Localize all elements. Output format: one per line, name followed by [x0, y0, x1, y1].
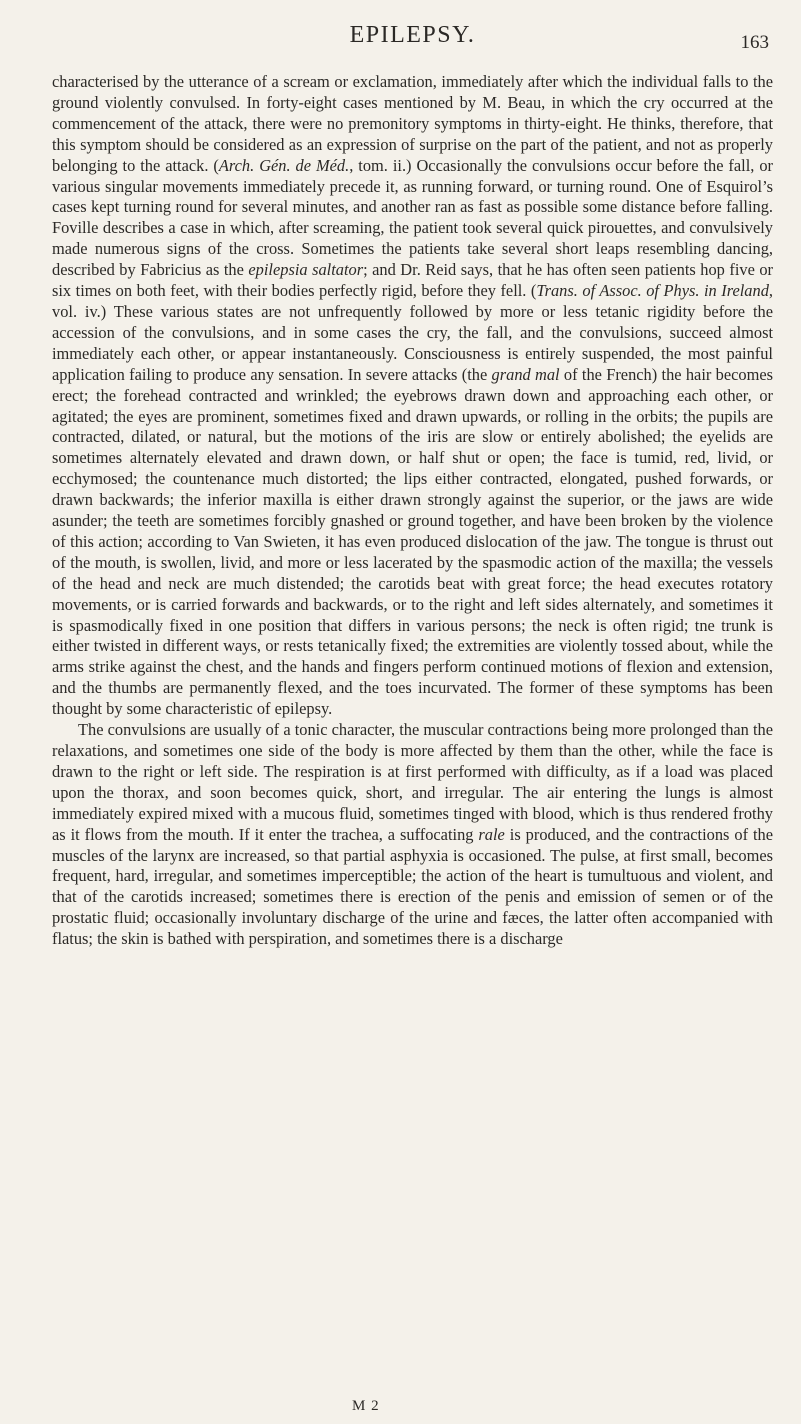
italic-text: rale — [478, 824, 505, 844]
text-run: is produced, and the contractions of the muscles of the larynx are increased, so that partial asphyxia is occasioned. The pulse, at first small, becomes frequent, hard, irregular, and sometimes imperceptible; the action of the heart is tumultuous and violent, and that of the carotids increased; sometimes there is erection of the penis and emission of semen or of the prostatic fluid; occasionally involuntary discharge of the urine and fæces, the latter often accompanied with flatus; the skin is bathed with perspiration, and sometimes there is a discharge — [52, 824, 774, 949]
text-run: characterised by the utterance of a scream or exclamation, immediately after which the individual falls to the ground violently convulsed. In forty-eight cases mentioned by M. Beau, in which the cry occurred at the commencement of the attack, there were no premonitory symptoms in thirty-eight. He thinks, therefore, that this symptom should be considered as an expression of surprise on the part of the patient, and not as properly belonging to the attack. ( — [52, 72, 773, 175]
italic-text: Trans. of Assoc. of Phys. in Ireland — [536, 281, 769, 301]
text-run: The convulsions are usually of a tonic character, the muscular contractions being more prolonged than the relaxations, and sometimes one side of the body is more affected by them than the other, while the face is drawn to the right or left side. The respiration is at first performed with difficulty, as if a load was placed upon the thorax, and soon becomes quick, short, and irregular. The air entering the lungs is almost immediately expired mixed with a mucous fluid, sometimes tinged with blood, which is thus rendered frothy as it flows from the mouth. If it enter the trachea, a suffocating — [52, 720, 773, 844]
text-run: , tom. ii.) Occasionally the convulsions occur before the fall, or various singular movements immediately precede it, as running forward, or turning round. One of Esquirol’s cases kept turning round for several minutes, and another ran as fast as possible some distance before falling. Foville describes a case in which, after screaming, the patient took several quick pirouettes, and convulsively made numerous signs of the cross. Sometimes the patients take several short leaps resembling dancing, described by Fabricius as the — [52, 155, 773, 280]
italic-text: epilepsia saltator — [248, 260, 364, 280]
text-run: ; and Dr. Reid says, that he has often seen patients hop five or six times on both feet, with their bodies perfectly rigid, before they fell. ( — [52, 260, 773, 301]
body-text — [52, 72, 773, 950]
paragraph — [52, 720, 773, 950]
text-run: , vol. iv.) These various states are not unfrequently followed by more or less tetanic rigidity before the accession of the convulsions, and in some cases the cry, the fall, and the convulsions, succeed almost immediately each other, or appear instantaneously. Consciousness is entirely suspended, the most painful application failing to produce any sensation. In severe attacks (the — [52, 281, 773, 384]
text-run: of the French) the hair becomes erect; the forehead contracted and wrinkled; the eyebrows drawn down and approaching each other, or agitated; the eyes are prominent, sometimes fixed and drawn upwards, or rolling in the orbits; the pupils are contracted, dilated, or natural, but the motions of the iris are slow or entirely abolished; the eyelids are sometimes alternately elevated and drawn down, or half shut or open; the face is tumid, red, livid, or ecchymosed; the countenance much distorted; the lips either contracted, elongated, pushed forwards, or drawn backwards; the inferior maxilla is either drawn strongly against the superior, or the jaws are wide asunder; the teeth are sometimes forcibly gnashed or ground together, and have been broken by the violence of this action; according to Van Swieten, it has even produced dislocation of the jaw. The tongue is thrust out of the mouth, is swollen, livid, and more or less lacerated by the spasmodic action of the maxilla; the vessels of the head and neck are much distended; the carotids beat with great force; the head executes rotatory movements, or is carried forwards and backwards, or to the right and left sides alternately, and sometimes it is spasmodically fixed in one position that differs in various persons; the neck is often rigid; tne trunk is either twisted in different ways, or rests tetanically fixed; the extremities are violently tossed about, while the arms strike against the chest, and the hands and fingers perform continued motions of flexion and extension, and the thumbs are permanently flexed, and the toes incurvated. The former of these symptoms has been thought by some characteristic of epilepsy. — [52, 364, 773, 719]
italic-text: Arch. Gén. de Méd. — [218, 155, 350, 175]
italic-text: grand mal — [491, 364, 560, 384]
page-header — [52, 0, 773, 60]
signature-mark: M 2 — [352, 1398, 380, 1414]
page-number: 163 — [740, 32, 769, 53]
running-head: EPILEPSY. — [349, 22, 476, 48]
paragraph — [52, 72, 773, 720]
